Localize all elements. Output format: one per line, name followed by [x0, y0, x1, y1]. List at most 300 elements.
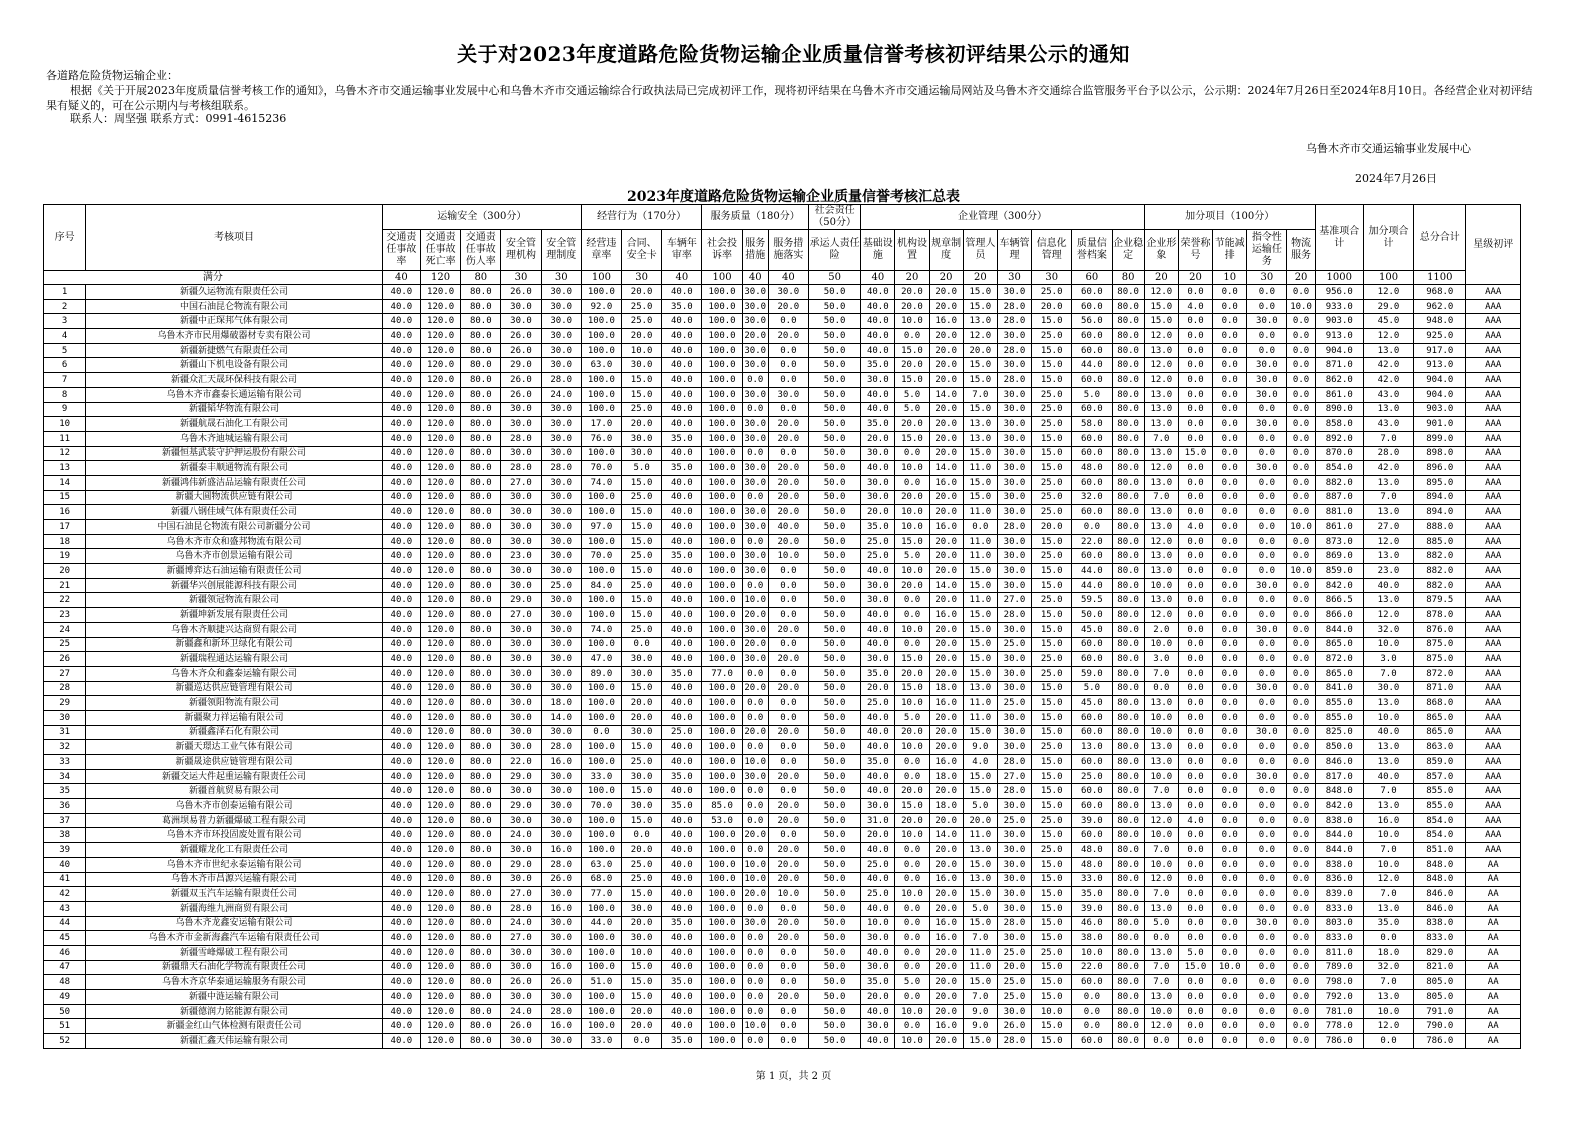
score-cell: 30.0	[861, 1019, 895, 1034]
score-cell: 878.0	[1414, 608, 1466, 623]
score-cell: 12.0	[1363, 329, 1413, 344]
score-cell: 40.0	[1363, 725, 1413, 740]
score-cell: 0.0	[1213, 1034, 1247, 1049]
score-cell: 15.0	[963, 622, 997, 637]
score-cell: 40.0	[382, 549, 420, 564]
score-cell: 5.0	[1178, 945, 1212, 960]
score-cell: 30.0	[501, 784, 541, 799]
score-cell: 120.0	[421, 696, 461, 711]
score-cell: 30.0	[541, 343, 581, 358]
subheader: 交通责任事故伤人率	[461, 230, 501, 271]
score-cell: 100.0	[702, 329, 742, 344]
score-cell: 10.0	[895, 740, 929, 755]
score-cell: 40.0	[382, 740, 420, 755]
score-cell: 15.0	[1032, 622, 1072, 637]
score-cell: 948.0	[1414, 314, 1466, 329]
company-name: 新疆交运大件起重运输有限责任公司	[86, 769, 383, 784]
score-cell: 0.0	[1178, 784, 1212, 799]
score-cell: 26.0	[501, 285, 541, 300]
score-cell: 15.0	[622, 534, 662, 549]
score-cell: 16.0	[929, 696, 963, 711]
score-cell: 25.0	[1032, 402, 1072, 417]
score-cell: 80.0	[1112, 857, 1144, 872]
score-cell: 0.0	[1178, 990, 1212, 1005]
score-cell: 25.0	[622, 402, 662, 417]
score-cell: 0.0	[1213, 696, 1247, 711]
score-cell: 59.5	[1072, 593, 1112, 608]
row-number: 32	[44, 740, 86, 755]
score-cell: 20.0	[929, 901, 963, 916]
score-cell: 0.0	[1213, 329, 1247, 344]
score-cell: 0.0	[768, 314, 808, 329]
score-cell: 11.0	[963, 461, 997, 476]
score-cell: 0.0	[1213, 710, 1247, 725]
score-cell: 0.0	[1213, 314, 1247, 329]
company-name: 新疆坤新发展有限责任公司	[86, 608, 383, 623]
score-cell: 100.0	[581, 534, 621, 549]
score-cell: 32.0	[1363, 960, 1413, 975]
table-row	[44, 343, 1521, 358]
score-cell: 30.0	[541, 652, 581, 667]
score-cell: 25.0	[1032, 505, 1072, 520]
score-cell: 25.0	[1032, 490, 1072, 505]
score-cell: 100.0	[581, 343, 621, 358]
score-cell: 120.0	[421, 461, 461, 476]
score-cell: 791.0	[1414, 1004, 1466, 1019]
score-cell: 80.0	[461, 402, 501, 417]
score-cell: 30.0	[1247, 314, 1287, 329]
score-cell: 120.0	[421, 916, 461, 931]
score-cell: 35.0	[662, 916, 702, 931]
score-cell: 904.0	[1414, 387, 1466, 402]
score-cell: 11.0	[963, 945, 997, 960]
table-row	[44, 387, 1521, 402]
score-cell: 80.0	[461, 578, 501, 593]
score-cell: 80.0	[461, 769, 501, 784]
star-rating: AAA	[1466, 578, 1521, 593]
score-cell: 15.0	[1032, 1019, 1072, 1034]
full-score-cell: 30	[1032, 271, 1072, 285]
score-cell: 80.0	[1112, 549, 1144, 564]
score-cell: 0.0	[768, 975, 808, 990]
score-cell: 903.0	[1414, 402, 1466, 417]
score-cell: 0.0	[1247, 710, 1287, 725]
score-cell: 13.0	[1363, 696, 1413, 711]
score-cell: 841.0	[1315, 681, 1363, 696]
score-cell: 50.0	[808, 813, 860, 828]
score-cell: 10.0	[895, 505, 929, 520]
score-cell: 30.0	[622, 901, 662, 916]
score-cell: 15.0	[1032, 769, 1072, 784]
score-cell: 25.0	[1032, 387, 1072, 402]
score-cell: 0.0	[1287, 990, 1315, 1005]
star-rating: AAA	[1466, 446, 1521, 461]
score-cell: 11.0	[963, 710, 997, 725]
score-cell: 80.0	[461, 872, 501, 887]
score-cell: 40.0	[861, 1034, 895, 1049]
score-cell: 80.0	[461, 755, 501, 770]
score-cell: 833.0	[1414, 931, 1466, 946]
table-row	[44, 843, 1521, 858]
subheader: 信息化管理	[1032, 230, 1072, 271]
score-cell: 40.0	[382, 329, 420, 344]
table-row	[44, 740, 1521, 755]
score-cell: 16.0	[929, 755, 963, 770]
score-cell: 0.0	[1247, 755, 1287, 770]
score-cell: 50.0	[808, 1019, 860, 1034]
score-cell: 80.0	[1112, 622, 1144, 637]
score-cell: 100.0	[702, 373, 742, 388]
full-score-cell: 80	[1112, 271, 1144, 285]
score-cell: 80.0	[461, 799, 501, 814]
score-cell: 30.0	[861, 593, 895, 608]
col-header-total: 总分合计	[1414, 205, 1466, 271]
company-name: 新疆韬华物流有限公司	[86, 402, 383, 417]
score-cell: 13.0	[1363, 593, 1413, 608]
score-cell: 12.0	[1144, 813, 1178, 828]
company-name: 中国石油昆仑物流有限公司	[86, 299, 383, 314]
score-cell: 20.0	[622, 1004, 662, 1019]
score-cell: 30.0	[541, 505, 581, 520]
row-number: 18	[44, 534, 86, 549]
score-cell: 80.0	[1112, 872, 1144, 887]
score-cell: 0.0	[1213, 1004, 1247, 1019]
score-cell: 30.0	[622, 446, 662, 461]
score-cell: 40.0	[382, 593, 420, 608]
subheader: 交通责任事故率	[382, 230, 420, 271]
score-cell: 0.0	[1178, 1004, 1212, 1019]
score-cell: 30.0	[742, 622, 768, 637]
score-cell: 100.0	[581, 696, 621, 711]
score-cell: 10.0	[895, 461, 929, 476]
company-name: 新疆耀龙化工有限责任公司	[86, 843, 383, 858]
score-cell: 30.0	[742, 387, 768, 402]
score-cell: 11.0	[963, 505, 997, 520]
score-cell: 40.0	[662, 490, 702, 505]
score-cell: 40.0	[662, 945, 702, 960]
score-cell: 100.0	[702, 887, 742, 902]
company-name: 乌鲁木齐市创景运输有限公司	[86, 549, 383, 564]
score-cell: 30.0	[997, 431, 1031, 446]
score-cell: 0.0	[742, 813, 768, 828]
score-cell: 40.0	[382, 725, 420, 740]
table-row	[44, 446, 1521, 461]
score-cell: 32.0	[1072, 490, 1112, 505]
score-cell: 0.0	[963, 520, 997, 535]
score-cell: 40.0	[662, 784, 702, 799]
score-cell: 80.0	[1112, 490, 1144, 505]
score-cell: 100.0	[702, 901, 742, 916]
score-cell: 7.0	[963, 387, 997, 402]
score-cell: 863.0	[1414, 740, 1466, 755]
score-cell: 0.0	[742, 490, 768, 505]
score-cell: 40.0	[662, 1019, 702, 1034]
score-cell: 80.0	[1112, 475, 1144, 490]
score-cell: 25.0	[622, 549, 662, 564]
score-cell: 12.0	[1363, 608, 1413, 623]
score-cell: 0.0	[895, 872, 929, 887]
score-cell: 904.0	[1315, 343, 1363, 358]
notice-issuer: 乌鲁木齐市交通运输事业发展中心	[1306, 142, 1471, 155]
score-cell: 20.0	[768, 813, 808, 828]
score-cell: 20.0	[768, 916, 808, 931]
score-cell: 100.0	[581, 593, 621, 608]
score-cell: 13.0	[963, 314, 997, 329]
score-cell: 5.0	[895, 710, 929, 725]
score-cell: 60.0	[1072, 329, 1112, 344]
score-cell: 120.0	[421, 431, 461, 446]
score-cell: 40.0	[662, 696, 702, 711]
score-cell: 0.0	[1213, 622, 1247, 637]
star-rating: AAA	[1466, 696, 1521, 711]
company-name: 中国石油昆仑物流有限公司新疆分公司	[86, 520, 383, 535]
score-cell: 20.0	[895, 299, 929, 314]
score-cell: 120.0	[421, 769, 461, 784]
score-cell: 100.0	[581, 755, 621, 770]
score-cell: 30.0	[997, 534, 1031, 549]
score-cell: 10.0	[895, 1004, 929, 1019]
score-cell: 10.0	[1363, 637, 1413, 652]
score-cell: 0.0	[1247, 593, 1287, 608]
score-cell: 875.0	[1414, 637, 1466, 652]
score-cell: 0.0	[1213, 916, 1247, 931]
score-cell: 30.0	[742, 564, 768, 579]
score-cell: 855.0	[1414, 799, 1466, 814]
score-cell: 30.0	[541, 799, 581, 814]
notice-greeting: 各道路危险货物运输企业：	[46, 69, 178, 82]
score-cell: 30.0	[861, 931, 895, 946]
score-cell: 18.0	[929, 769, 963, 784]
score-cell: 120.0	[421, 740, 461, 755]
score-cell: 40.0	[382, 373, 420, 388]
score-cell: 0.0	[1213, 564, 1247, 579]
star-rating: AA	[1466, 872, 1521, 887]
full-score-cell: 120	[421, 271, 461, 285]
score-cell: 47.0	[581, 652, 621, 667]
company-name: 乌鲁木齐迪城运输有限公司	[86, 431, 383, 446]
table-row	[44, 755, 1521, 770]
subheader: 安全管理机构	[501, 230, 541, 271]
score-cell: 40.0	[662, 417, 702, 432]
score-cell: 13.0	[1144, 945, 1178, 960]
score-cell: 100.0	[581, 387, 621, 402]
score-cell: 50.0	[808, 931, 860, 946]
score-cell: 74.0	[581, 475, 621, 490]
score-cell: 80.0	[1112, 931, 1144, 946]
score-cell: 48.0	[1072, 843, 1112, 858]
row-number: 49	[44, 990, 86, 1005]
score-cell: 30.0	[501, 813, 541, 828]
company-name: 新疆泰丰顺通物流有限公司	[86, 461, 383, 476]
score-cell: 50.0	[808, 901, 860, 916]
score-cell: 0.0	[1247, 696, 1287, 711]
score-cell: 60.0	[1072, 710, 1112, 725]
score-cell: 25.0	[622, 857, 662, 872]
score-cell: 15.0	[1032, 578, 1072, 593]
score-cell: 40.0	[861, 608, 895, 623]
score-cell: 40.0	[382, 901, 420, 916]
score-cell: 50.0	[808, 446, 860, 461]
score-cell: 20.0	[1032, 520, 1072, 535]
score-cell: 40.0	[382, 755, 420, 770]
score-cell: 100.0	[702, 637, 742, 652]
subheader: 企业稳定	[1112, 230, 1144, 271]
score-cell: 100.0	[581, 490, 621, 505]
score-cell: 855.0	[1315, 710, 1363, 725]
score-cell: 0.0	[1287, 725, 1315, 740]
score-cell: 786.0	[1315, 1034, 1363, 1049]
score-cell: 20.0	[929, 299, 963, 314]
score-cell: 28.0	[541, 1004, 581, 1019]
score-cell: 0.0	[895, 769, 929, 784]
full-score-cell: 30	[622, 271, 662, 285]
score-cell: 40.0	[382, 564, 420, 579]
score-cell: 872.0	[1315, 652, 1363, 667]
score-cell: 30.0	[997, 652, 1031, 667]
score-cell: 0.0	[1213, 402, 1247, 417]
score-cell: 15.0	[622, 990, 662, 1005]
score-cell: 120.0	[421, 872, 461, 887]
score-cell: 80.0	[461, 960, 501, 975]
score-cell: 0.0	[1178, 285, 1212, 300]
score-cell: 10.0	[1144, 710, 1178, 725]
score-cell: 848.0	[1414, 872, 1466, 887]
row-number: 51	[44, 1019, 86, 1034]
score-cell: 20.0	[622, 696, 662, 711]
score-cell: 40.0	[382, 931, 420, 946]
score-cell: 20.0	[895, 285, 929, 300]
company-name: 新疆众汇天晟环保科技有限公司	[86, 373, 383, 388]
score-cell: 0.0	[1247, 1019, 1287, 1034]
score-cell: 13.0	[1072, 740, 1112, 755]
score-cell: 854.0	[1414, 828, 1466, 843]
score-cell: 50.0	[808, 505, 860, 520]
score-cell: 30.0	[997, 681, 1031, 696]
star-rating: AAA	[1466, 329, 1521, 344]
score-cell: 0.0	[1287, 387, 1315, 402]
score-cell: 40.0	[768, 520, 808, 535]
company-name: 乌鲁木齐众和鑫泰运输有限公司	[86, 666, 383, 681]
score-cell: 120.0	[421, 931, 461, 946]
score-cell: 40.0	[861, 725, 895, 740]
table-row	[44, 681, 1521, 696]
score-cell: 80.0	[461, 725, 501, 740]
company-name: 新疆鑫和新环卫绿化有限公司	[86, 637, 383, 652]
score-cell: 24.0	[501, 828, 541, 843]
score-cell: 40.0	[662, 960, 702, 975]
score-cell: 0.0	[1178, 916, 1212, 931]
subheader: 荣誉称号	[1178, 230, 1212, 271]
table-row	[44, 475, 1521, 490]
score-cell: 30.0	[541, 299, 581, 314]
subheader: 基础设施	[861, 230, 895, 271]
score-cell: 77.0	[581, 887, 621, 902]
score-cell: 25.0	[622, 299, 662, 314]
score-cell: 0.0	[1287, 945, 1315, 960]
score-cell: 100.0	[702, 314, 742, 329]
score-cell: 30.0	[541, 431, 581, 446]
score-cell: 20.0	[768, 299, 808, 314]
score-cell: 25.0	[1032, 813, 1072, 828]
score-cell: 842.0	[1315, 799, 1363, 814]
score-cell: 0.0	[1213, 387, 1247, 402]
company-name: 新疆巡达供应链管理有限公司	[86, 681, 383, 696]
company-name: 乌鲁木齐市民用爆破器材专卖有限公司	[86, 329, 383, 344]
summary-table	[43, 204, 1521, 1049]
score-cell: 25.0	[1072, 769, 1112, 784]
score-cell: 80.0	[1112, 299, 1144, 314]
row-number: 34	[44, 769, 86, 784]
score-cell: 895.0	[1414, 475, 1466, 490]
score-cell: 100.0	[581, 960, 621, 975]
score-cell: 30.0	[541, 784, 581, 799]
score-cell: 0.0	[742, 1034, 768, 1049]
table-row	[44, 901, 1521, 916]
score-cell: 40.0	[662, 637, 702, 652]
score-cell: 0.0	[1287, 593, 1315, 608]
score-cell: 0.0	[1178, 490, 1212, 505]
score-cell: 30.0	[997, 417, 1031, 432]
score-cell: 80.0	[1112, 637, 1144, 652]
score-cell: 120.0	[421, 637, 461, 652]
score-cell: 0.0	[742, 446, 768, 461]
score-cell: 0.0	[1213, 608, 1247, 623]
score-cell: 0.0	[622, 1034, 662, 1049]
score-cell: 0.0	[768, 578, 808, 593]
full-score-cell: 20	[1144, 271, 1178, 285]
row-number: 2	[44, 299, 86, 314]
score-cell: 15.0	[1032, 446, 1072, 461]
table-row	[44, 431, 1521, 446]
score-cell: 80.0	[461, 696, 501, 711]
score-cell: 30.0	[997, 725, 1031, 740]
score-cell: 40.0	[662, 857, 702, 872]
score-cell: 80.0	[1112, 901, 1144, 916]
score-cell: 80.0	[461, 931, 501, 946]
score-cell: 60.0	[1072, 431, 1112, 446]
company-name: 新疆鼎天石油化学物流有限责任公司	[86, 960, 383, 975]
score-cell: 25.0	[861, 534, 895, 549]
full-score-cell: 100	[1363, 271, 1413, 285]
score-cell: 40.0	[382, 461, 420, 476]
score-cell: 30.0	[1247, 417, 1287, 432]
score-cell: 80.0	[461, 945, 501, 960]
score-cell: 80.0	[461, 843, 501, 858]
score-cell: 866.0	[1315, 608, 1363, 623]
score-cell: 63.0	[581, 358, 621, 373]
score-cell: 12.0	[1363, 534, 1413, 549]
score-cell: 0.0	[1213, 652, 1247, 667]
score-cell: 60.0	[1072, 475, 1112, 490]
score-cell: 12.0	[1144, 1019, 1178, 1034]
score-cell: 0.0	[1287, 975, 1315, 990]
score-cell: 20.0	[929, 402, 963, 417]
score-cell: 30.0	[742, 417, 768, 432]
score-cell: 80.0	[461, 446, 501, 461]
table-row	[44, 1019, 1521, 1034]
company-name: 乌鲁木齐市世纪永泰运输有限公司	[86, 857, 383, 872]
score-cell: 20.0	[895, 578, 929, 593]
score-cell: 80.0	[1112, 446, 1144, 461]
score-cell: 0.0	[1144, 681, 1178, 696]
company-name: 乌鲁木齐市金新海鑫汽车运输有限责任公司	[86, 931, 383, 946]
score-cell: 100.0	[581, 945, 621, 960]
score-cell: 20.0	[929, 431, 963, 446]
score-cell: 17.0	[581, 417, 621, 432]
score-cell: 50.0	[808, 578, 860, 593]
table-row	[44, 710, 1521, 725]
score-cell: 39.0	[1072, 901, 1112, 916]
